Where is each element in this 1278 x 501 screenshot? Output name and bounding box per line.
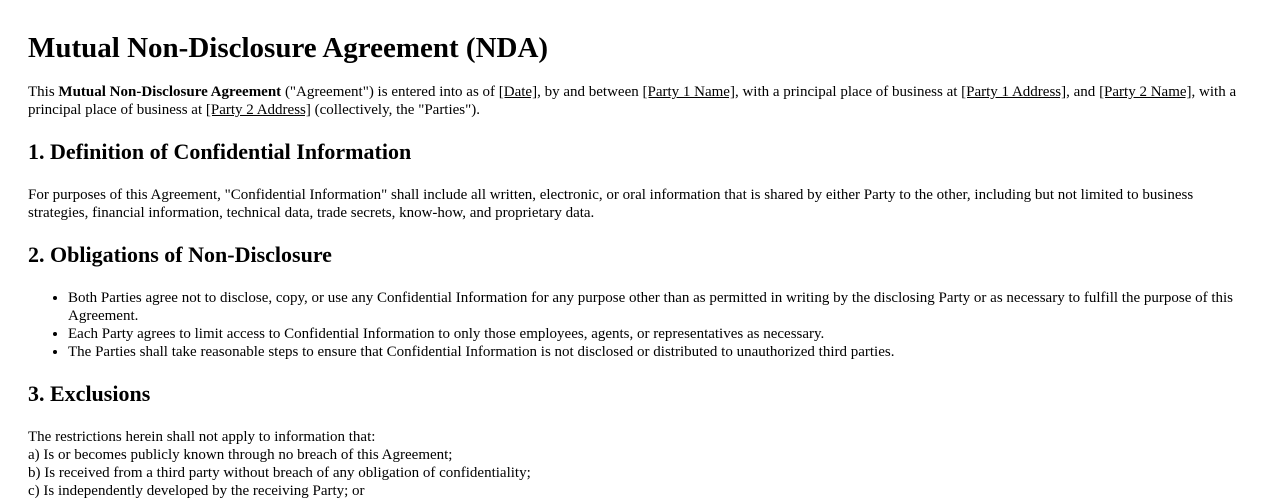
- exclusion-item-b: b) Is received from a third party without breach of any obligation of confidentiality;: [28, 465, 531, 481]
- exclusion-item-a: a) Is or becomes publicly known through no breach of this Agreement;: [28, 447, 453, 463]
- intro-text-5: , and: [1066, 84, 1100, 100]
- section-2-heading: 2. Obligations of Non-Disclosure: [28, 242, 332, 267]
- date-placeholder: [Date]: [498, 84, 538, 100]
- section-1-body: For purposes of this Agreement, "Confidential Information" shall include all written, electronic, or oral information that is shared by either Party to the other, including but not limited to business strategies, financial information, technical data, trade secrets, know-how, and proprietary data.: [28, 187, 1194, 221]
- intro-text-2: ("Agreement") is entered into as of: [281, 84, 499, 100]
- exclusions-intro-line: The restrictions herein shall not apply to information that:: [28, 429, 376, 445]
- party2-address-placeholder: [Party 2 Address]: [205, 102, 311, 118]
- exclusion-item-c: c) Is independently developed by the receiving Party; or: [28, 483, 365, 499]
- intro-text-6: , with a principal place of business at: [28, 84, 1237, 118]
- intro-bold-agreement-name: Mutual Non-Disclosure Agreement: [58, 84, 282, 100]
- intro-text-7: (collectively, the "Parties").: [310, 102, 481, 118]
- list-item: • Each Party agrees to limit access to Confidential Information to only those employees, agents, or representatives as necessary.: [68, 325, 1250, 343]
- section-3-body: [28, 428, 1250, 500]
- document-title: Mutual Non-Disclosure Agreement (NDA): [28, 32, 549, 64]
- party2-name-placeholder: [Party 2 Name]: [1099, 84, 1192, 100]
- party1-address-placeholder: [Party 1 Address]: [961, 84, 1067, 100]
- intro-text-1: This: [28, 84, 59, 100]
- intro-paragraph: [28, 83, 1250, 119]
- section-1-heading: 1. Definition of Confidential Information: [28, 139, 412, 164]
- intro-text-4: , with a principal place of business at: [734, 84, 962, 100]
- list-item: • Both Parties agree not to disclose, copy, or use any Confidential Information for any purpose other than as permitted in writing by the disclosing Party or as necessary to fulfill the purpose of this Agreement.: [68, 289, 1250, 325]
- intro-text-3: , by and between: [537, 84, 643, 100]
- party1-name-placeholder: [Party 1 Name]: [642, 84, 735, 100]
- section-2-list: [28, 289, 1250, 361]
- list-item: • The Parties shall take reasonable steps to ensure that Confidential Information is not disclosed or distributed to unauthorized third parties.: [68, 343, 1250, 361]
- section-3-heading: 3. Exclusions: [28, 381, 151, 406]
